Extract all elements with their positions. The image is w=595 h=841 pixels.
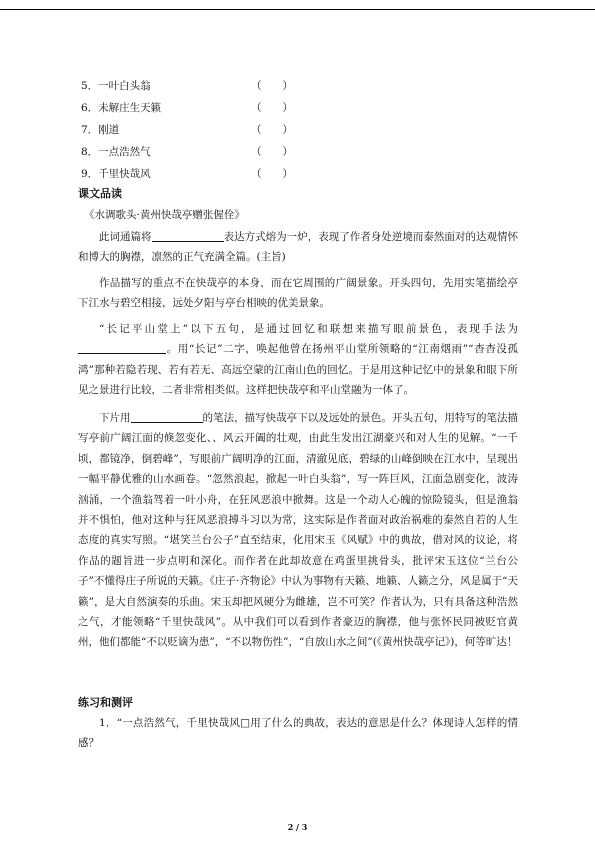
answer-bracket: （ ） xyxy=(251,80,293,92)
answer-bracket: （ ） xyxy=(251,102,293,114)
vocab-item xyxy=(78,79,518,93)
paragraph: “长记平山堂上”以下五句，是通过回忆和联想来描写眼前景色，表现手法为。用“长记”二字，唤起他曾在扬州平山堂所领略的“江南烟雨”“杳杳没孤鸿”那种若隐若现、若有若无、高远空蒙的江南山色的回忆。于是用这种记忆中的景象和眼下所见之景进行比较，二者非常相类似。这样把快哉亭和平山堂融为一体了。 xyxy=(78,323,518,397)
vocab-term: 6．未解庄生天籁 xyxy=(81,102,162,114)
vocab-term: 7．刚道 xyxy=(81,124,120,136)
vocab-term: 9．千里快哉风 xyxy=(81,168,151,180)
vocab-term: 5．一叶白头翁 xyxy=(81,80,151,92)
answer-bracket: （ ） xyxy=(251,124,293,136)
vocab-item xyxy=(78,123,518,137)
answer-bracket: （ ） xyxy=(251,146,293,158)
paragraph: 下片用 的笔法，描写快哉亭下以及远处的景色。开头五句，用特写的笔法描写亭前广阔江面的倏忽变化、、风云开阖的壮观，由此生发出江湖豪兴和对人生的见解。“一千顷，都镜净，倒碧峰”，写眼前广阔明净的江面，清澈见底，碧绿的山峰倒映在江水中，呈现出一幅平静优雅的山水画卷。“忽然浪起，掀起一叶白头翁”，写一阵巨风，江面急剧变化，波涛汹涌，一个渔翁驾着一叶小舟，在狂风恶浪中掀舞。这是一个动人心魄的惊险镜头，但是渔翁并不惧怕，他对这种与狂风恶浪搏斗习以为常，这实际是作者面对政治祸难的泰然自若的人生态度的真实写照。“堪笑兰台公子”直至结束，化用宋玉《风赋》中的典故，借对风的议论，将作品的题旨进一步点明和深化。而作者在此却故意在鸡蛋里挑骨头，批评宋玉这位“兰台公子”不懂得庄子所说的天籁。《庄子·齐物论》中认为事物有天籁、地籁、人籁之分，风是属于“天籁”，是大自然演奏的乐曲。宋玉却把风硬分为雌雄，岂不可笑？作者认为，只有具备这种浩然之气，才能领略“千里快哉风”。从中我们可以看到作者豪迈的胸襟，他与张怀民同被贬官黄州，他们都能“不以贬谪为患”，“不以物伤性”，“自放山水之间”(《黄州快哉亭记》)，何等旷达！ xyxy=(78,412,519,649)
section-heading: 课文品读 xyxy=(78,187,122,200)
vocab-term: 8．一点浩然气 xyxy=(81,146,151,158)
paragraph: 此词通篇将 表达方式熔为一炉，表现了作者身处逆境而泰然面对的达观情怀和博大的胸襟，凛然的正气充满全篇。(主旨) xyxy=(78,231,519,264)
vocab-item xyxy=(78,167,518,181)
section-heading: 练习和测评 xyxy=(78,696,133,709)
vocab-item xyxy=(78,145,518,159)
fill-blank[interactable] xyxy=(78,341,166,354)
paragraph: 作品描写的重点不在快哉亭的本身，而在它周围的广阔景象。开头四句，先用实笔描绘亭下江水与碧空相接，远处夕阳与亭台相映的优美景象。 xyxy=(78,277,518,310)
poem-title: 《水调歌头·黄州快哉亭赠张偓佺》 xyxy=(84,209,245,221)
answer-bracket: （ ） xyxy=(251,168,293,180)
fill-blank[interactable] xyxy=(152,229,224,242)
fill-blank[interactable] xyxy=(131,410,203,423)
question: 1．“一点浩然气，千里快哉风□用了什么的典故，表达的意思是什么？体现诗人怎样的情感？ xyxy=(78,717,518,750)
page-number: 2 / 3 xyxy=(287,822,308,832)
vocab-item xyxy=(78,101,518,115)
header-rule xyxy=(0,9,595,10)
